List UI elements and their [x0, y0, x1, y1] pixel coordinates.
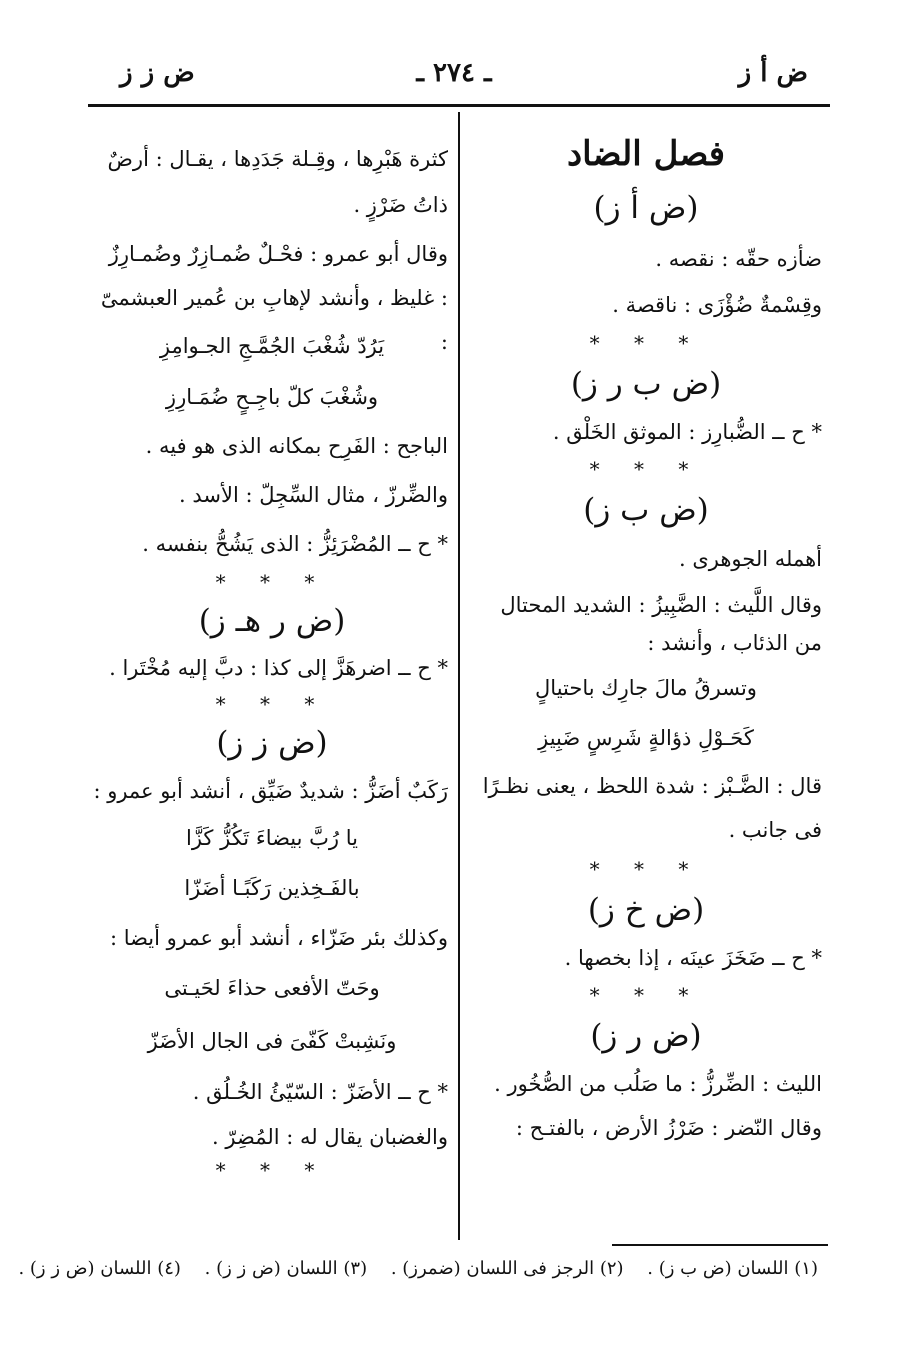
entry-line: ضأزه حقّه : نقصه . — [655, 247, 822, 271]
header-rule — [88, 104, 830, 107]
header-root-right: ض أ ز — [738, 58, 808, 88]
verse-line: بالفَـخِذين رَكَبًـا أضَزّا — [184, 876, 360, 900]
left-column — [93, 116, 448, 1182]
entry-line: * ح ــ ضَخَزَ عينَه ، إذا بخصها . — [564, 946, 822, 970]
entry-line: رَكَبٌ أضَزُّ : شديدٌ ضَيِّق ، أنشد أبو عمرو : — [93, 779, 448, 803]
root-heading: (ض ر هـ ز) — [198, 603, 346, 639]
root-heading: (ض ب ز) — [583, 492, 709, 528]
section-title: فصل الضاد — [566, 134, 726, 174]
entry-line: الليث : الضِّرزُّ : ما صَلُب من الصُّخُور . — [494, 1072, 822, 1096]
entry-line: * ح ــ المُضْرَئِزُّ : الذى يَشُحُّ بنفسه . — [142, 532, 448, 556]
entry-line: أهمله الجوهرى . — [678, 547, 822, 571]
footnotes — [18, 1258, 818, 1279]
verse-line: ونَشِبتْ كَفّىَ فى الجال الأضَزّ — [147, 1029, 397, 1053]
verse-line: يَرُدّ شُغْبَ الجُمَّـجِ الجـوامِزِ — [159, 334, 385, 358]
section-separator: * * * — [589, 983, 703, 1007]
entry-line: الباجح : الفَرِح بمكانه الذى هو فيه . — [145, 434, 448, 458]
verse-line: كَحَـوْلِ ذؤالةٍ شَرِسٍ ضَبِيزِ — [538, 726, 754, 750]
column-divider — [458, 112, 460, 1240]
entry-line: وقال اللَّيث : الضَّبِيزُ : الشديد المحتال من الذئاب ، وأنشد : — [500, 593, 822, 655]
root-heading: (ض أ ز) — [593, 190, 699, 226]
root-heading: (ض خ ز) — [587, 892, 705, 928]
entry-line: وقِسْمةٌ ضُؤْزَى : ناقصة . — [612, 293, 822, 317]
verse-line: وحَتّ الأفعى حذاءَ لحَيـتى — [164, 976, 380, 1000]
entry-line: * ح ــ اضرهَزَّ إلى كذا : دبَّ إليه مُخْتَرا . — [109, 656, 448, 680]
section-separator: * * * — [589, 331, 703, 355]
header-root-left: ض ز ز — [120, 58, 195, 88]
section-separator: * * * — [215, 692, 329, 716]
verse-line: وتسرقُ مالَ جارِك باحتيالٍ — [535, 676, 757, 700]
entry-line: والغضبان يقال له : المُضِرّ . — [212, 1125, 448, 1149]
page-number: ـ ٢٧٤ ـ — [416, 58, 492, 88]
entry-line: * ح ــ الضُّبارِز : الموثق الخَلْق . — [552, 420, 822, 444]
section-separator: * * * — [215, 570, 329, 594]
section-separator: * * * — [589, 457, 703, 481]
footnote-1: (١) اللسان (ض ب ز) . — [647, 1258, 818, 1279]
entry-line: وكذلك بئر ضَزّاء ، أنشد أبو عمرو أيضا : — [109, 926, 448, 950]
root-heading: (ض ب ر ز) — [570, 366, 722, 402]
page-header — [90, 58, 818, 98]
entry-line: والضِّرزّ ، مثال السِّجِلّ : الأسد . — [179, 483, 448, 507]
footnote-3: (٣) اللسان (ض ز ز) . — [204, 1258, 368, 1279]
verse-line: يا رُبَّ بيضاءَ تَكُزُّ كَزَّا — [186, 826, 358, 850]
entry-line: وقال أبو عمرو : فحْـلٌ ضُمـازِرٌ وضُمـارِزٌ : غليظ ، وأنشد لإهابِ بن عُمير العبشمىّ : — [100, 242, 448, 354]
footnote-2: (٢) الرجز فى اللسان (ضمرز) . — [390, 1258, 624, 1279]
entry-line: وقال النّضر : ضَرْزُ الأرض ، بالفتـح : — [515, 1116, 822, 1140]
entry-line: * ح ــ الأضَزّ : السّيّئُ الخُـلُق . — [192, 1080, 448, 1104]
right-column — [470, 116, 822, 1150]
section-separator: * * * — [589, 857, 703, 881]
entry-line: كثرة هَبْرِها ، وقِـلة جَدَدِها ، يقـال : أرضٌ ذاتُ ضَرْزٍ . — [107, 147, 448, 217]
root-heading: (ض ر ز) — [590, 1018, 702, 1054]
section-separator: * * * — [215, 1158, 329, 1182]
root-heading: (ض ز ز) — [216, 725, 328, 761]
verse-line: وشُغْبَ كلّ باجِـحٍ ضُمَـارِزِ — [165, 385, 379, 409]
footnote-4: (٤) اللسان (ض ز ز) . — [18, 1258, 181, 1279]
footnote-rule — [612, 1244, 828, 1246]
entry-line: قال : الضَّـبْز : شدة اللحظ ، يعنى نظـرًا فى جانب . — [482, 774, 822, 842]
